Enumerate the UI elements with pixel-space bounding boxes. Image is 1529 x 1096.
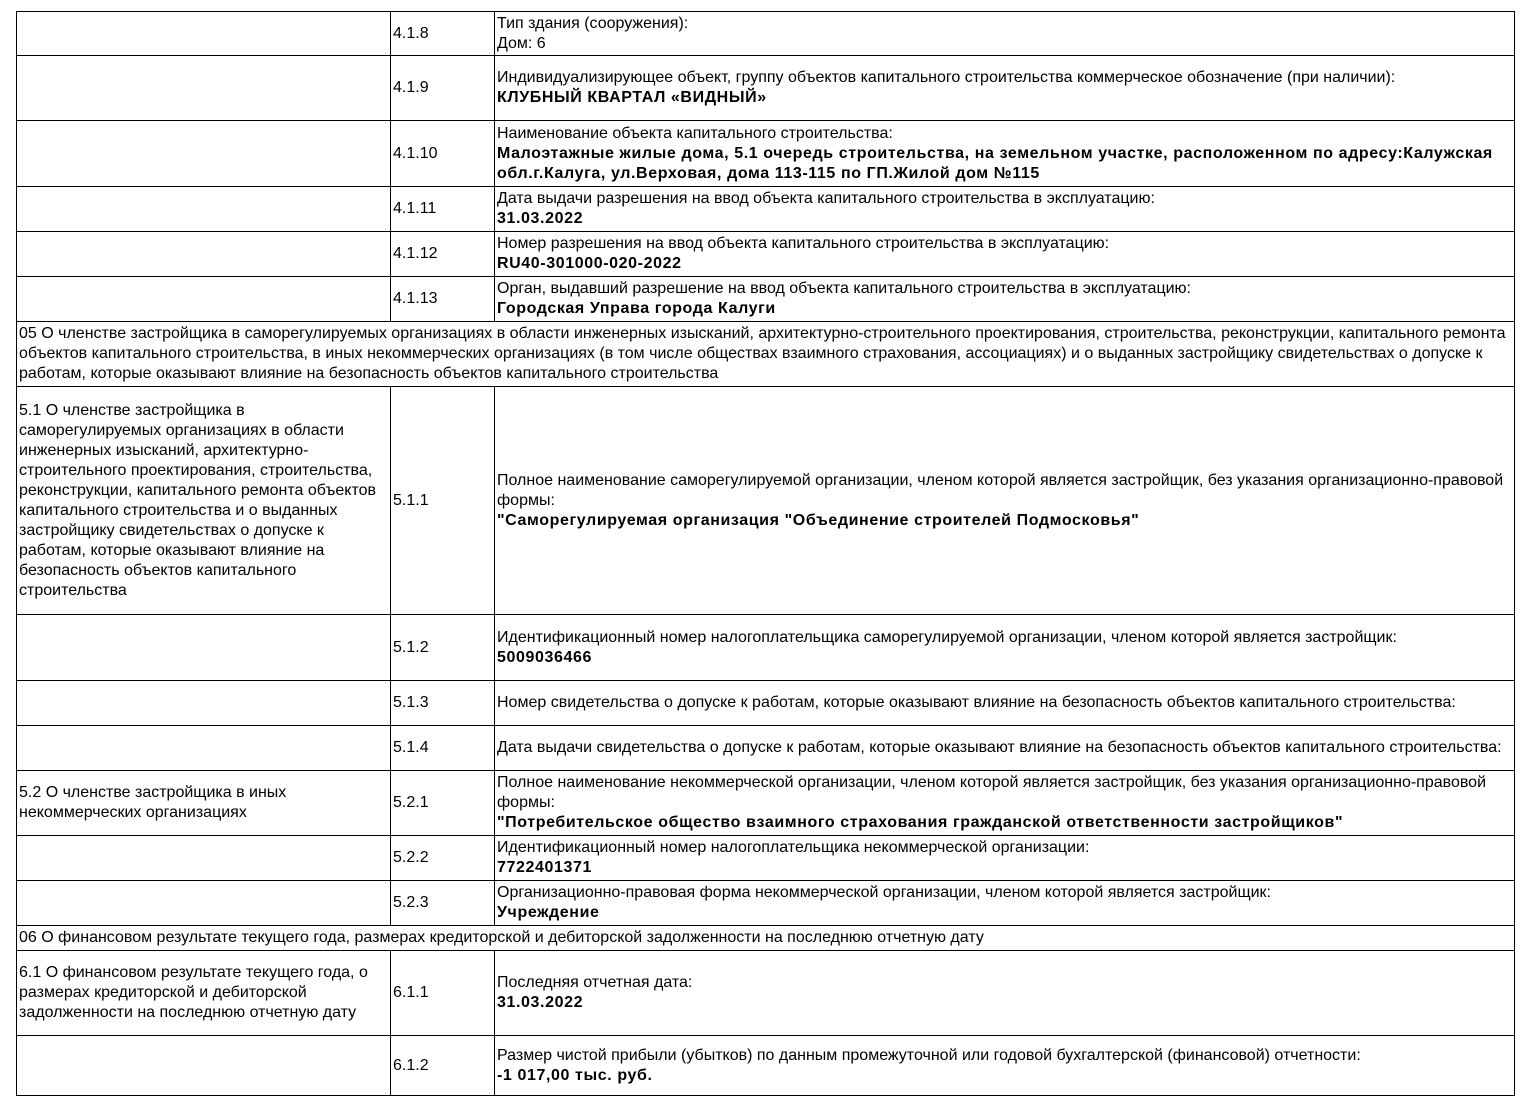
item-label: Размер чистой прибыли (убытков) по данным промежуточной или годовой бухгалтерской (финансовой) отчетности:: [497, 1046, 1361, 1064]
item-number: 4.1.12: [391, 232, 495, 277]
item-number: 6.1.1: [391, 951, 495, 1036]
item-value: -1 017,00 тыс. руб.: [497, 1066, 653, 1084]
item-number: 4.1.11: [391, 187, 495, 232]
subsection-cell: [17, 1036, 391, 1096]
item-content: [495, 232, 1515, 277]
item-label: Идентификационный номер налогоплательщика некоммерческой организации:: [497, 839, 1090, 856]
subsection-cell: 5.1 О членстве застройщика в саморегулируемых организациях в области инженерных изысканий, архитектурно-строительного проектирования, строительства, реконструкции, капитального ремонта объектов капитального строительства и о выданных застройщику свидетельствах о допуске к работам, которые оказывают влияние на безопасность объектов капитального строительства: [17, 387, 391, 615]
item-number: 5.2.1: [391, 771, 495, 836]
disclosure-table: [16, 11, 1515, 1096]
item-label: Номер свидетельства о допуске к работам, которые оказывают влияние на безопасность объектов капитального строительства:: [497, 694, 1456, 711]
item-content: [495, 277, 1515, 322]
table-row: [17, 951, 1515, 1036]
item-label: Номер разрешения на ввод объекта капитального строительства в эксплуатацию:: [497, 235, 1110, 252]
table-row: [17, 56, 1515, 121]
table-row: [17, 387, 1515, 615]
table-row: [17, 187, 1515, 232]
subsection-cell: [17, 232, 391, 277]
item-number: 5.1.1: [391, 387, 495, 615]
item-value: 5009036466: [497, 648, 592, 666]
item-number: 5.2.3: [391, 881, 495, 926]
subsection-cell: [17, 12, 391, 56]
item-label: Организационно-правовая форма некоммерческой организации, членом которой является застройщик:: [497, 884, 1271, 901]
item-content: [495, 681, 1515, 726]
subsection-cell: [17, 726, 391, 771]
subsection-cell: [17, 56, 391, 121]
item-label: Полное наименование некоммерческой организации, членом которой является застройщик, без указания организационно-правовой формы:: [497, 774, 1487, 811]
subsection-cell: [17, 187, 391, 232]
section-header: 06 О финансовом результате текущего года, размерах кредиторской и дебиторской задолженности на последнюю отчетную дату: [17, 926, 1515, 951]
item-label: Дата выдачи свидетельства о допуске к работам, которые оказывают влияние на безопасность объектов капитального строительства:: [497, 739, 1502, 756]
item-label: Идентификационный номер налогоплательщика саморегулируемой организации, членом которой является застройщик:: [497, 628, 1397, 646]
item-content: [495, 951, 1515, 1036]
table-row: [17, 681, 1515, 726]
item-label: Дата выдачи разрешения на ввод объекта капитального строительства в эксплуатацию:: [497, 190, 1155, 207]
table-row: [17, 771, 1515, 836]
section-header-row: [17, 926, 1515, 951]
subsection-cell: [17, 615, 391, 681]
subsection-cell: 6.1 О финансовом результате текущего года, о размерах кредиторской и дебиторской задолженности на последнюю отчетную дату: [17, 951, 391, 1036]
subsection-cell: [17, 681, 391, 726]
table-row: [17, 1036, 1515, 1096]
item-content: [495, 615, 1515, 681]
table-row: [17, 726, 1515, 771]
item-content: [495, 1036, 1515, 1096]
subsection-cell: [17, 836, 391, 881]
table-row: [17, 232, 1515, 277]
item-label: Тип здания (сооружения):: [497, 14, 689, 32]
table-row: [17, 836, 1515, 881]
item-content: [495, 771, 1515, 836]
item-value: 7722401371: [497, 859, 592, 876]
subsection-cell: [17, 277, 391, 322]
item-number: 4.1.9: [391, 56, 495, 121]
item-content: [495, 387, 1515, 615]
item-label: Индивидуализирующее объект, группу объектов капитального строительства коммерческое обозначение (при наличии):: [497, 69, 1396, 86]
section-header-row: [17, 322, 1515, 387]
item-content: [495, 121, 1515, 187]
item-content: [495, 56, 1515, 121]
subsection-cell: 5.2 О членстве застройщика в иных некоммерческих организациях: [17, 771, 391, 836]
item-label: Полное наименование саморегулируемой организации, членом которой является застройщик, без указания организационно-правовой формы:: [497, 471, 1504, 509]
item-content: [495, 726, 1515, 771]
item-content: [495, 12, 1515, 56]
item-number: 5.1.3: [391, 681, 495, 726]
item-number: 6.1.2: [391, 1036, 495, 1096]
item-value: "Потребительское общество взаимного страхования гражданской ответственности застройщиков": [497, 814, 1344, 831]
item-number: 5.1.2: [391, 615, 495, 681]
item-number: 5.2.2: [391, 836, 495, 881]
item-number: 5.1.4: [391, 726, 495, 771]
item-number: 4.1.13: [391, 277, 495, 322]
table-row: [17, 121, 1515, 187]
item-content: [495, 836, 1515, 881]
section-header: 05 О членстве застройщика в саморегулируемых организациях в области инженерных изысканий, архитектурно-строительного проектирования, строительства, реконструкции, капитального ремонта объектов капитального строительства, в иных некоммерческих организациях (в том числе обществах взаимного страхования, ассоциациях) и о выданных застройщику свидетельствах о допуске к работам, которые оказывают влияние на безопасность объектов капитального строительства: [17, 322, 1515, 387]
item-content: [495, 187, 1515, 232]
item-label: Последняя отчетная дата:: [497, 974, 693, 991]
item-label: Орган, выдавший разрешение на ввод объекта капитального строительства в эксплуатацию:: [497, 280, 1191, 297]
item-value: 31.03.2022: [497, 994, 584, 1011]
item-content: [495, 881, 1515, 926]
item-number: 4.1.10: [391, 121, 495, 187]
item-value: КЛУБНЫЙ КВАРТАЛ «ВИДНЫЙ»: [497, 89, 767, 106]
subsection-cell: [17, 121, 391, 187]
table-row: [17, 881, 1515, 926]
item-value: Малоэтажные жилые дома, 5.1 очередь строительства, на земельном участке, расположенном по адресу:Калужская обл.г.Калуга, ул.Верховая, дома 113-115 по ГП.Жилой дом №115: [497, 144, 1493, 182]
item-number: 4.1.8: [391, 12, 495, 56]
item-value: Дом: 6: [497, 34, 546, 52]
item-label: Наименование объекта капитального строительства:: [497, 124, 893, 142]
item-value: 31.03.2022: [497, 210, 584, 227]
table-row: [17, 277, 1515, 322]
item-value: Городская Управа города Калуги: [497, 300, 776, 317]
table-row: [17, 615, 1515, 681]
item-value: "Саморегулируемая организация "Объединение строителей Подмосковья": [497, 511, 1140, 529]
subsection-cell: [17, 881, 391, 926]
item-value: Учреждение: [497, 904, 600, 921]
item-value: RU40-301000-020-2022: [497, 255, 682, 272]
table-row: [17, 12, 1515, 56]
